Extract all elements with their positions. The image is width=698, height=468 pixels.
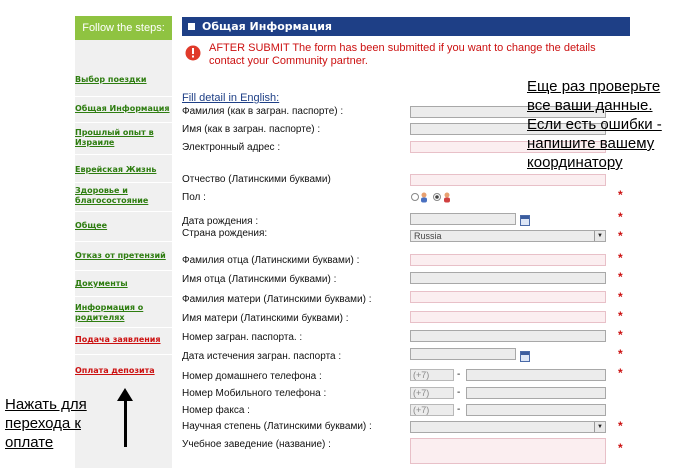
mobile-phone-input[interactable]: [466, 387, 606, 399]
phone-separator: -: [457, 387, 461, 398]
birth-country-value: Russia: [414, 231, 442, 241]
passport-number-label: Номер загран. паспорта. :: [182, 332, 303, 343]
degree-label: Научная степень (Латинскими буквами) :: [182, 421, 372, 432]
passport-number-input[interactable]: [410, 330, 606, 342]
step-pay-deposit[interactable]: Оплата депозита: [75, 366, 155, 375]
passport-expiry-label: Дата истечения загран. паспорта :: [182, 351, 342, 362]
step-jewish-life[interactable]: Еврейская Жизнь: [75, 165, 157, 174]
required-asterisk: *: [618, 188, 623, 202]
home-phone-prefix: (+7): [410, 369, 454, 381]
required-asterisk: *: [618, 441, 623, 455]
section-title: Общая Информация: [202, 20, 332, 33]
step-submit-application[interactable]: Подача заявления: [75, 335, 161, 344]
birth-country-select[interactable]: [410, 230, 606, 242]
divider: [75, 270, 172, 271]
step-health[interactable]: Здоровье и благосостояние: [75, 186, 149, 205]
step-general-info[interactable]: Общая Информация: [75, 104, 170, 113]
divider: [75, 354, 172, 355]
mobile-phone-label: Номер Мобильного телефона :: [182, 388, 327, 399]
arrow-shaft: [124, 400, 127, 447]
step-documents[interactable]: Документы: [75, 279, 128, 288]
first-name-label: Имя (как в загран. паспорте) :: [182, 124, 321, 135]
father-first-label: Имя отца (Латинскими буквами) :: [182, 274, 337, 285]
school-label: Учебное заведение (название) :: [182, 439, 331, 450]
divider: [75, 96, 172, 97]
birth-country-label: Страна рождения:: [182, 228, 268, 239]
required-asterisk: *: [618, 419, 623, 433]
mother-last-label: Фамилия матери (Латинскими буквами) :: [182, 294, 372, 305]
degree-select[interactable]: [410, 421, 606, 433]
check-data-annotation: [527, 77, 697, 172]
annotation-line: Если есть ошибки -: [527, 116, 662, 133]
annotation-line: все ваши данные.: [527, 97, 653, 114]
birth-date-label: Дата рождения :: [182, 216, 259, 227]
divider: [75, 241, 172, 242]
mobile-phone-prefix: (+7): [410, 387, 454, 399]
go-to-payment-annotation: [5, 395, 120, 452]
annotation-line: координатору: [527, 154, 623, 171]
warning-icon: [185, 45, 201, 61]
mother-first-label: Имя матери (Латинскими буквами) :: [182, 313, 349, 324]
gender-label: Пол :: [182, 192, 206, 203]
annotation-line: перехода к: [5, 415, 81, 432]
calendar-icon[interactable]: [520, 215, 530, 226]
divider: [75, 211, 172, 212]
bullet-icon: [188, 23, 195, 30]
required-asterisk: *: [618, 347, 623, 361]
calendar-icon[interactable]: [520, 351, 530, 362]
home-phone-label: Номер домашнего телефона :: [182, 371, 322, 382]
birth-date-input[interactable]: [410, 213, 516, 225]
gender-radio-group[interactable]: [410, 191, 456, 203]
fax-input[interactable]: [466, 404, 606, 416]
annotation-line: напишите вашему: [527, 135, 655, 152]
passport-expiry-input[interactable]: [410, 348, 516, 360]
step-trip-selection[interactable]: Выбор поездки: [75, 75, 147, 84]
phone-separator: -: [457, 369, 461, 380]
required-asterisk: *: [618, 210, 623, 224]
fill-detail-heading: Fill detail in English:: [182, 92, 280, 104]
divider: [75, 327, 172, 328]
step-israel-experience[interactable]: Прошлый опыт в Израиле: [75, 128, 154, 147]
phone-separator: -: [457, 404, 461, 415]
annotation-line: оплате: [5, 434, 54, 451]
father-last-input[interactable]: [410, 254, 606, 266]
divider: [75, 122, 172, 123]
patronymic-input[interactable]: [410, 174, 606, 186]
section-header: [182, 17, 630, 36]
email-label: Электронный адрес :: [182, 142, 281, 153]
submitted-notice: AFTER SUBMIT The form has been submitted if you want to change the details contact your Community partner.: [209, 42, 596, 67]
father-last-label: Фамилия отца (Латинскими буквами) :: [182, 255, 360, 266]
patronymic-label: Отчество (Латинскими буквами): [182, 174, 331, 185]
fax-prefix: (+7): [410, 404, 454, 416]
required-asterisk: *: [618, 328, 623, 342]
chevron-down-icon: ▼: [594, 422, 605, 432]
last-name-label: Фамилия (как в загран. паспорте) :: [182, 106, 344, 117]
step-waiver[interactable]: Отказ от претензий: [75, 251, 166, 260]
divider: [75, 154, 172, 155]
required-asterisk: *: [618, 270, 623, 284]
mother-first-input[interactable]: [410, 311, 606, 323]
annotation-line: Еще раз проверьте: [527, 78, 661, 95]
required-asterisk: *: [618, 366, 623, 380]
step-general[interactable]: Общее: [75, 221, 108, 230]
annotation-line: Нажать для: [5, 396, 87, 413]
required-asterisk: *: [618, 229, 623, 243]
step-parents-info[interactable]: Информация о родителях: [75, 303, 144, 322]
home-phone-input[interactable]: [466, 369, 606, 381]
required-asterisk: *: [618, 290, 623, 304]
required-asterisk: *: [618, 309, 623, 323]
chevron-down-icon: ▼: [594, 231, 605, 241]
sidebar-header: Follow the steps:: [75, 16, 172, 40]
mother-last-input[interactable]: [410, 291, 606, 303]
fax-label: Номер факса :: [182, 405, 250, 416]
father-first-input[interactable]: [410, 272, 606, 284]
divider: [75, 296, 172, 297]
divider: [75, 182, 172, 183]
required-asterisk: *: [618, 251, 623, 265]
school-input[interactable]: [410, 438, 606, 464]
